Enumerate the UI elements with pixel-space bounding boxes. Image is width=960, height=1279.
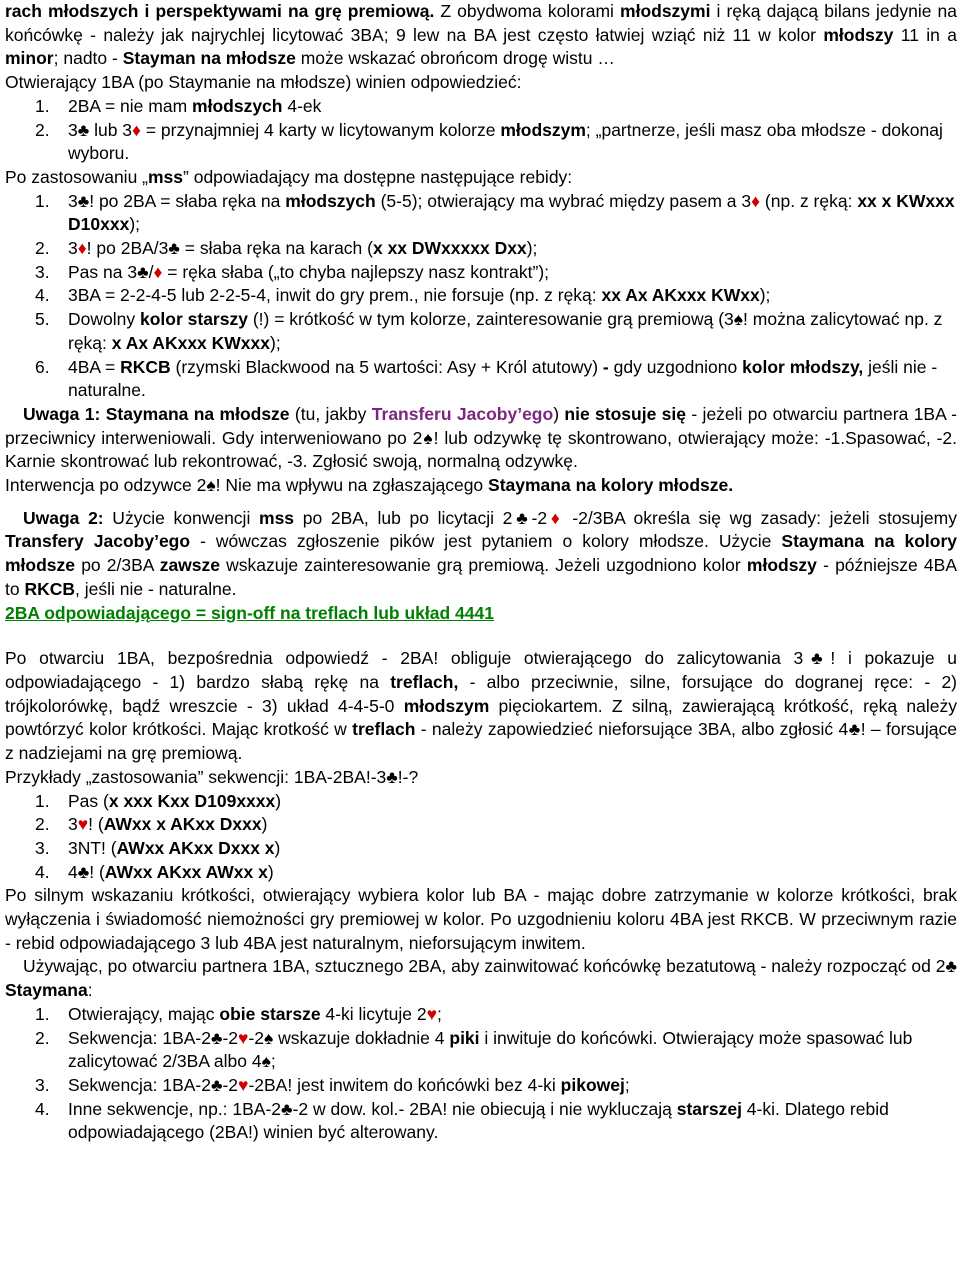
spade-icon: ♠ bbox=[261, 1051, 271, 1072]
heart-icon: ♥ bbox=[238, 1027, 249, 1048]
paragraph-intro: rach młodszych i perspektywami na grę premiową. Z obydwoma kolorami młodszymi i ręką dającą bilans jedynie na końcówkę - należy jak najrychlej licytować 3BA; 9 lew na BA jest często łatwiej wziąć niż 11 w kolor młodszy 11 in a minor; nadto - Stayman na młodsze może wskazać obrońcom drogę wistu … bbox=[5, 1, 957, 69]
list-item: 2. 3♦! po 2BA/3♣ = słaba ręka na karach (x xx DWxxxxx Dxx); bbox=[35, 238, 538, 259]
club-icon: ♣ bbox=[945, 956, 957, 977]
list-item: 3. Sekwencja: 1BA-2♣-2♥-2BA! jest inwitem do końcówki bez 4-ki pikowej; bbox=[35, 1074, 630, 1095]
club-icon: ♣ bbox=[137, 261, 149, 282]
list-opener-answers bbox=[5, 95, 957, 166]
heart-icon: ♥ bbox=[426, 1003, 437, 1024]
paragraph-examples: Przykłady „zastosowania” sekwencji: 1BA-2BA!-3♣!-? bbox=[5, 766, 419, 787]
list-item: 2. Sekwencja: 1BA-2♣-2♥-2♠ wskazuje dokładnie 4 piki i inwituje do końcówki. Otwierający może spasować lub zalicytować 2/3BA albo 4♠; bbox=[35, 1027, 913, 1072]
paragraph-interwencja: Interwencja po odzywce 2♠! Nie ma wpływu na zgłaszającego Staymana na kolory młodsze. bbox=[5, 475, 734, 496]
club-icon: ♣ bbox=[848, 719, 861, 740]
list-item: 2. 3♥! (AWxx x AKxx Dxxx) bbox=[35, 814, 268, 835]
list-rebids bbox=[5, 190, 957, 403]
club-icon: ♣ bbox=[803, 648, 831, 669]
paragraph-opener-answers: Otwierający 1BA (po Staymanie na młodsze) winien odpowiedzieć: bbox=[5, 72, 522, 93]
spade-icon: ♠ bbox=[422, 427, 434, 448]
club-icon: ♣ bbox=[512, 507, 532, 528]
diamond-icon: ♦ bbox=[547, 507, 564, 528]
list-item: 3. 3NT! (AWxx AKxx Dxxx x) bbox=[35, 837, 281, 858]
paragraph-uwaga-1: Uwaga 1: Staymana na młodsze (tu, jakby Transferu Jacoby’ego) nie stosuje się - jeżeli po otwarciu partnera 1BA - przeciwnicy interweniowali. Gdy interweniowano po 2♠! lub odzywkę tę skontrowano, otwierający może: -1.Spasować, -2. Karnie skontrować lub rekontrować, -3. Zgłosić swoją, normalną odzywkę. bbox=[5, 403, 957, 472]
paragraph-uwaga-2: Uwaga 2: Użycie konwencji mss po 2BA, lub po licytacji 2♣-2♦ -2/3BA określa się wg zasady: jeżeli stosujemy Transfery Jacoby’ego - wówczas zgłoszenie pików jest pytaniem o kolory młodsze. Użycie Staymana na kolory młodsze po 2/3BA zawsze wskazuje zainteresowanie grą premiową. Jeżeli uzgodniono kolor młodszy - późniejsze 4BA to RKCB, jeśli nie - naturalne. bbox=[5, 507, 957, 599]
list-item: 4. 3BA = 2-2-4-5 lub 2-2-5-4, inwit do gry prem., nie forsuje (np. z ręką: xx Ax AKxxx KWxx); bbox=[35, 285, 771, 306]
club-icon: ♣ bbox=[168, 238, 180, 259]
club-icon: ♣ bbox=[211, 1027, 223, 1048]
club-icon: ♣ bbox=[77, 190, 90, 211]
heart-icon: ♥ bbox=[77, 814, 89, 835]
list-item: 2. 3♣ lub 3♦ = przynajmniej 4 karty w licytowanym kolorze młodszym; „partnerze, jeśli masz oba młodsze - dokonaj wyboru. bbox=[35, 119, 943, 164]
spade-icon: ♠ bbox=[264, 1027, 274, 1048]
list-stayman-sequences bbox=[5, 1003, 957, 1145]
club-icon: ♣ bbox=[281, 1098, 293, 1119]
diamond-icon: ♦ bbox=[153, 261, 163, 282]
spade-icon: ♠ bbox=[733, 309, 744, 330]
club-icon: ♣ bbox=[211, 1074, 223, 1095]
list-item: 6. 4BA = RKCB (rzymski Blackwood na 5 wartości: Asy + Król atutowy) - gdy uzgodniono kolor młodszy, jeśli nie - naturalne. bbox=[35, 356, 938, 401]
paragraph-2ba-explanation: Po otwarciu 1BA, bezpośrednia odpowiedź - 2BA! obliguje otwierającego do zalicytowania 3♣! i pokazuje u odpowiadającego - 1) bardzo słabą rękę na treflach, - albo przeciwnie, silne, forsujące do dogranej ręce: - 2) trójkolorówkę, bądź wreszcie - 3) układ 4-4-5-0 młodszym pięciokartem. Z silną, zawierającą krótkość, ręką należy powtórzyć kolor krótkości. Mając krotkość w treflach - należy zapowiedzieć nieforsujące 3BA, albo zgłosić 4♣! – forsujące z nadziejami na grę premiową. bbox=[5, 648, 958, 764]
club-icon: ♣ bbox=[77, 861, 90, 882]
list-examples bbox=[5, 790, 957, 885]
list-item: 4. Inne sekwencje, np.: 1BA-2♣-2 w dow. kol.- 2BA! nie obiecują i nie wykluczają starszej 4-ki. Dlatego rebid odpowiadającego (2BA!) winien być alterowany. bbox=[35, 1098, 889, 1143]
paragraph-rebids: Po zastosowaniu „mss” odpowiadający ma dostępne następujące rebidy: bbox=[5, 166, 573, 187]
section-heading: 2BA odpowiadającego = sign-off na treflach lub układ 4441 bbox=[5, 602, 494, 623]
diamond-icon: ♦ bbox=[77, 238, 87, 259]
list-item: 5. Dowolny kolor starszy (!) = krótkość w tym kolorze, zainteresowanie grą premiową (3♠! można zalicytować np. z ręką: x Ax AKxxx KWxxx); bbox=[35, 309, 943, 353]
heart-icon: ♥ bbox=[238, 1074, 249, 1095]
list-item: 1. Pas (x xxx Kxx D109xxxx) bbox=[35, 790, 282, 811]
list-item: 1. Otwierający, mając obie starsze 4-ki licytuje 2♥; bbox=[35, 1003, 442, 1024]
list-item: 3. Pas na 3♣/♦ = ręka słaba („to chyba najlepszy nasz kontrakt”); bbox=[35, 261, 550, 282]
paragraph-strong-shortness: Po silnym wskazaniu krótkości, otwierający wybiera kolor lub BA - mając dobre zatrzymanie w kolorze krótkości, brak wyłączenia i świadomość niemożności gry premiowej w kolor. Po uzgodnieniu koloru 4BA jest RKCB. W przeciwnym razie - rebid odpowiadającego 3 lub 4BA jest naturalnym, nieforsującym inwitem. bbox=[5, 885, 957, 953]
list-item: 1. 2BA = nie mam młodszych 4-ek bbox=[35, 95, 322, 116]
club-icon: ♣ bbox=[77, 119, 90, 140]
list-item: 4. 4♣! (AWxx AKxx AWxx x) bbox=[35, 861, 274, 882]
list-item: 1. 3♣! po 2BA = słaba ręka na młodszych (5-5); otwierający ma wybrać między pasem a 3♦ (np. z ręką: xx x KWxxx D10xxx); bbox=[35, 190, 955, 235]
club-icon: ♣ bbox=[386, 766, 398, 787]
paragraph-artificial-2ba: Używając, po otwarciu partnera 1BA, sztucznego 2BA, aby zainwitować końcówkę bezatutową - należy rozpocząć od 2♣ Staymana: bbox=[5, 956, 957, 1001]
spade-icon: ♠ bbox=[206, 475, 216, 496]
diamond-icon: ♦ bbox=[751, 190, 761, 211]
diamond-icon: ♦ bbox=[132, 119, 141, 140]
